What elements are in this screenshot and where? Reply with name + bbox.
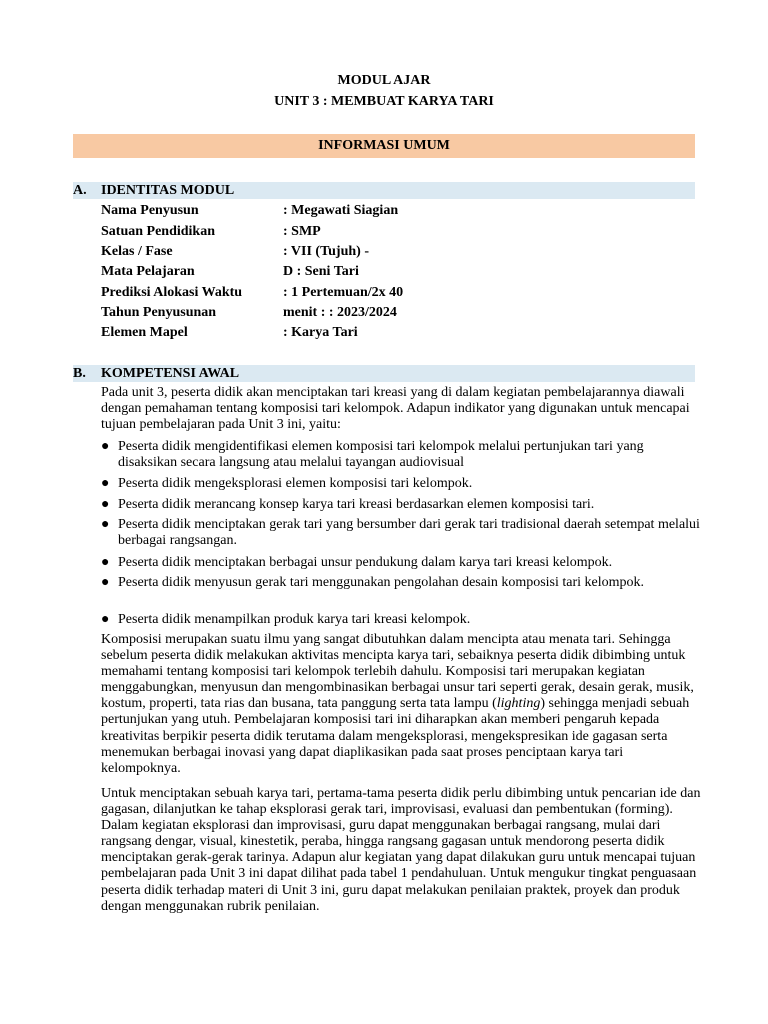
section-a-heading <box>73 182 234 199</box>
composition-paragraph <box>101 632 701 777</box>
identity-label: Prediksi Alokasi Waktu <box>101 285 243 300</box>
identity-value: : Megawati Siagian <box>283 203 399 218</box>
bullet-icon: ● <box>101 575 110 590</box>
list-item <box>101 497 701 513</box>
creation-paragraph: Untuk menciptakan sebuah karya tari, pertama-tama peserta didik perlu dibimbing untuk pencarian ide dan gagasan, dilanjutkan ke tahap eksplorasi gerak tari, improvisasi, evaluasi dan pembentukan (forming). Dalam kegiatan eksplorasi dan improvisasi, guru dapat menggunakan berbagai rangsang, mulai dari rangsang dengar, visual, kinestetik, peraba, hingga rangsang gagasan untuk mendorong peserta didik menciptakan gerak-gerak tarinya. Adapun alur kegiatan yang dapat dilakukan guru untuk mencapai tujuan pembelajaran pada Unit 3 ini dapat dilihat pada tabel 1 pendahuluan. Untuk mengukur tingkat penguasaan peserta didik terhadap materi di Unit 3 ini, guru dapat melakukan penilaian praktek, proyek dan produk dengan menggunakan rubrik penilaian. <box>101 786 701 914</box>
list-item-text: Peserta didik mengidentifikasi elemen komposisi tari kelompok melalui pertunjukan tari yang disaksikan secara langsung atau melalui tayangan audiovisual <box>118 439 644 471</box>
identity-label: Kelas / Fase <box>101 244 173 259</box>
section-b-title: KOMPETENSI AWAL <box>101 366 240 381</box>
list-item <box>101 439 701 471</box>
identity-value: : SMP <box>283 224 321 239</box>
bullet-icon: ● <box>101 476 110 491</box>
bullet-icon: ● <box>101 517 110 532</box>
list-item <box>101 575 701 591</box>
composition-text-part: ) sehingga menjadi sebuah pertunjukan yang utuh. Pembelajaran komposisi tari ini diharapkan akan memberi pengaruh kepada kreativitas berpikir peserta didik terutama dalam mengeksplorasi, mengekspresikan ide gagasan serta menemukan berbagai inovasi yang dapat diaplikasikan pada saat proses penciptaan karya tari kelompoknya. <box>101 696 690 776</box>
composition-italic-term: lighting <box>496 696 541 712</box>
identity-row <box>101 304 397 321</box>
section-b-letter: B. <box>73 366 86 381</box>
identity-label: Satuan Pendidikan <box>101 224 215 239</box>
composition-text-part: Komposisi merupakan suatu ilmu yang sangat dibutuhkan dalam mencipta atau menata tari. Sehingga sebelum peserta didik melakukan aktivitas mencipta karya tari, sebaiknya peserta didik dibimbing untuk memahami tentang komposisi tari kelompok terlebih dahulu. Komposisi tari merupakan kegiatan menggabungkan, menyusun dan mengombinasikan berbagai unsur tari seperti gerak, desain gerak, musik, kostum, properti, tata rias dan busana, tata panggung serta tata lampu ( <box>101 632 694 712</box>
identity-row <box>101 324 358 341</box>
list-item <box>101 555 701 571</box>
identity-value: menit : : 2023/2024 <box>283 305 397 320</box>
list-item-text: Peserta didik merancang konsep karya tari kreasi berdasarkan elemen komposisi tari. <box>118 497 595 512</box>
identity-label: Tahun Penyusunan <box>101 305 217 320</box>
identity-row <box>101 284 404 301</box>
list-item <box>101 517 701 549</box>
identity-label: Mata Pelajaran <box>101 264 195 279</box>
list-item-text: Peserta didik mengeksplorasi elemen komposisi tari kelompok. <box>118 476 473 491</box>
module-title: MODUL AJAR <box>337 73 431 88</box>
identity-row <box>101 223 321 240</box>
identity-label: Elemen Mapel <box>101 325 188 340</box>
list-item-text: Peserta didik menampilkan produk karya tari kreasi kelompok. <box>118 612 471 627</box>
identity-row <box>101 202 399 219</box>
bullet-icon: ● <box>101 612 110 627</box>
general-info-banner: INFORMASI UMUM <box>73 134 695 158</box>
identity-value: : 1 Pertemuan/2x 40 <box>283 285 404 300</box>
bullet-icon: ● <box>101 555 110 570</box>
list-item-text: Peserta didik menyusun gerak tari menggunakan pengolahan desain komposisi tari kelompok. <box>118 575 645 590</box>
intro-paragraph: Pada unit 3, peserta didik akan menciptakan tari kreasi yang di dalam kegiatan pembelajarannya diawali dengan pemahaman tentang komposisi tari kelompok. Adapun indikator yang digunakan untuk mencapai tujuan pembelajaran pada Unit 3 ini, yaitu: <box>101 385 690 433</box>
identity-row <box>101 263 359 280</box>
identity-value: : VII (Tujuh) - <box>283 244 369 259</box>
list-item <box>101 612 701 628</box>
section-a-title: IDENTITAS MODUL <box>101 183 235 198</box>
identity-row <box>101 243 369 260</box>
bullet-icon: ● <box>101 439 110 454</box>
identity-value: D : Seni Tari <box>283 264 359 279</box>
identity-label: Nama Penyusun <box>101 203 199 218</box>
bullet-icon: ● <box>101 497 110 512</box>
section-a-letter: A. <box>73 183 87 198</box>
list-item-text: Peserta didik menciptakan berbagai unsur pendukung dalam karya tari kreasi kelompok. <box>118 555 613 570</box>
section-b-heading <box>73 365 239 382</box>
list-item <box>101 476 701 492</box>
list-item-text: Peserta didik menciptakan gerak tari yang bersumber dari gerak tari tradisional daerah setempat melalui berbagai rangsangan. <box>118 517 700 549</box>
identity-value: : Karya Tari <box>283 325 358 340</box>
unit-title: UNIT 3 : MEMBUAT KARYA TARI <box>274 94 494 109</box>
